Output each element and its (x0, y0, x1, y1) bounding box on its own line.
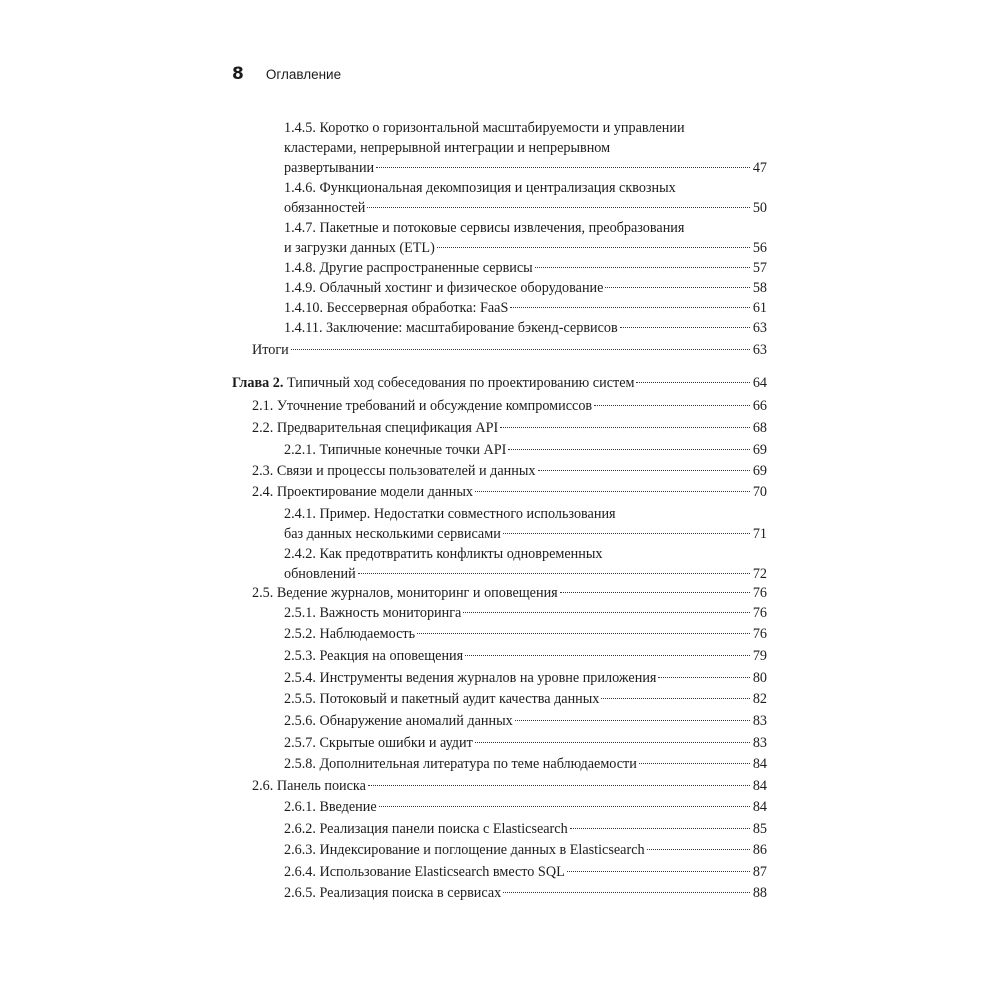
toc-entry-title-text: Типичный ход собеседования по проектированию систем (283, 375, 635, 391)
toc-entry-title-text: обязанностей (284, 200, 366, 216)
toc-entry-title (252, 340, 289, 360)
toc-entry-title (284, 754, 637, 774)
toc-entry-title-text: 2.5.4. Инструменты ведения журналов на уровне приложения (284, 670, 657, 686)
toc-entry-row (284, 711, 767, 731)
toc-entry-title-text: 2.6.5. Реализация поиска в сервисах (284, 885, 502, 901)
toc-entry (284, 733, 767, 753)
toc-entry (252, 583, 767, 603)
toc-entry-row (252, 461, 767, 481)
toc-page-number: 56 (752, 240, 767, 256)
toc-entry-title-text: 2.5.6. Обнаружение аномалий данных (284, 713, 513, 729)
toc-page-number: 79 (752, 648, 767, 664)
toc-entry-title (252, 482, 473, 502)
toc-entry-title (284, 198, 365, 218)
toc-entry (284, 711, 767, 731)
toc-page-number: 84 (752, 799, 767, 815)
toc-entry-row (284, 668, 767, 688)
toc-page-number: 84 (752, 756, 767, 772)
toc-entry-row (284, 733, 767, 753)
toc-entry (284, 819, 767, 839)
toc-entry-row (284, 298, 767, 318)
toc-page-number: 83 (752, 735, 767, 751)
toc-entry (284, 298, 767, 318)
toc-entry (252, 482, 767, 502)
toc-entry (252, 418, 767, 438)
toc-page-number: 85 (752, 821, 767, 837)
dot-leader (570, 828, 750, 829)
toc-entry-row (284, 883, 767, 903)
toc-entry (284, 689, 767, 709)
toc-page-number: 76 (752, 626, 767, 642)
toc-entry-row (284, 862, 767, 882)
toc-entry-title (284, 819, 568, 839)
toc-entry-title (284, 158, 374, 178)
toc-entry-row (284, 238, 767, 258)
dot-leader (601, 698, 749, 699)
toc-entry-title-line: кластерами, непрерывной интеграции и непрерывном (284, 140, 611, 156)
toc-entry-row (284, 198, 767, 218)
toc-entry (284, 862, 767, 882)
toc-entry-title (284, 318, 618, 338)
toc-entry-row (284, 797, 767, 817)
toc-entry-title (252, 418, 498, 438)
running-head-title: Оглавление (265, 67, 342, 82)
toc-entry-title-text: 1.4.9. Облачный хостинг и физическое оборудование (284, 280, 604, 296)
toc-entry-row (284, 754, 767, 774)
toc-entry-title (284, 238, 435, 258)
dot-leader (503, 892, 750, 893)
toc-entry (252, 396, 767, 416)
dot-leader (437, 247, 750, 248)
toc-entry (284, 118, 767, 178)
toc-entry-title-text: 1.4.11. Заключение: масштабирование бэкенд-сервисов (284, 320, 618, 336)
dot-leader (538, 470, 750, 471)
toc-entry (284, 624, 767, 644)
toc-entry-row (252, 340, 767, 360)
toc-entry (284, 440, 767, 460)
dot-leader (500, 427, 750, 428)
toc-page-number: 64 (752, 375, 767, 391)
toc-page-number: 68 (752, 420, 767, 436)
toc-entry-title-text: 2.2.1. Типичные конечные точки API (284, 442, 507, 458)
toc-entry-row (284, 440, 767, 460)
page-number: 8 (232, 64, 244, 84)
dot-leader (367, 207, 749, 208)
toc-entry-title (284, 624, 415, 644)
toc-page-number: 76 (752, 605, 767, 621)
toc-entry-row (252, 583, 767, 603)
toc-page-number: 82 (752, 691, 767, 707)
toc-entry-row (252, 482, 767, 502)
toc-page-number: 50 (752, 200, 767, 216)
toc-entry-title (284, 646, 463, 666)
toc-entry-row (284, 564, 767, 584)
toc-page-number: 86 (752, 842, 767, 858)
toc-entry-title (284, 840, 645, 860)
toc-entry-title-text: 2.4. Проектирование модели данных (252, 484, 473, 500)
toc-entry-title (284, 797, 377, 817)
toc-entry-title-text: 2.5.3. Реакция на оповещения (284, 648, 464, 664)
toc-entry-row (284, 689, 767, 709)
toc-entry-title (284, 258, 533, 278)
toc-entry (252, 461, 767, 481)
toc-entry-row (284, 624, 767, 644)
toc-entry (284, 504, 767, 544)
toc-entry (284, 646, 767, 666)
toc-entry-row (284, 603, 767, 623)
toc-entry-title (284, 689, 599, 709)
dot-leader (508, 449, 749, 450)
toc-page-number: 58 (752, 280, 767, 296)
toc-entry-title-line: 1.4.6. Функциональная декомпозиция и централизация сквозных (284, 180, 676, 196)
dot-leader (647, 849, 750, 850)
toc-entry-title (252, 583, 558, 603)
toc-entry-title-text: 1.4.8. Другие распространенные сервисы (284, 260, 533, 276)
toc-entry (284, 754, 767, 774)
toc-entry-row (252, 418, 767, 438)
toc-entry-row (284, 840, 767, 860)
dot-leader (515, 720, 750, 721)
dot-leader (291, 349, 750, 350)
dot-leader (658, 677, 749, 678)
toc-entry-title-text: и загрузки данных (ETL) (284, 240, 435, 256)
toc-entry-row (284, 278, 767, 298)
toc-entry (284, 258, 767, 278)
toc-entry (284, 218, 767, 258)
toc-entry (232, 373, 767, 393)
toc-entry-title (284, 564, 356, 584)
toc-page-number: 63 (752, 342, 767, 358)
toc-entry-title (284, 524, 501, 544)
dot-leader (475, 742, 750, 743)
toc-entry-title-text: 2.3. Связи и процессы пользователей и данных (252, 463, 536, 479)
toc-entry-title (284, 603, 461, 623)
toc-entry-title-text: развертывании (284, 160, 375, 176)
toc-entry-title-text: 1.4.10. Бессерверная обработка: FaaS (284, 300, 509, 316)
toc-entry-title-text: 2.6.1. Введение (284, 799, 377, 815)
toc-entry (284, 278, 767, 298)
dot-leader (358, 573, 750, 574)
toc-entry-title-text: 2.5.1. Важность мониторинга (284, 605, 462, 621)
dot-leader (535, 267, 750, 268)
toc-entry-title-text: 2.5.8. Дополнительная литература по теме наблюдаемости (284, 756, 637, 772)
dot-leader (463, 612, 749, 613)
toc-entry (284, 603, 767, 623)
toc-page-number: 83 (752, 713, 767, 729)
toc-page-number: 76 (752, 585, 767, 601)
toc-entry (284, 544, 767, 584)
toc-entry-row (252, 776, 767, 796)
dot-leader (376, 167, 750, 168)
toc-entry-title (284, 278, 603, 298)
toc-entry-row (284, 819, 767, 839)
dot-leader (567, 871, 750, 872)
toc-entry (284, 797, 767, 817)
toc-entry-row (284, 318, 767, 338)
toc-page-number: 69 (752, 442, 767, 458)
dot-leader (636, 382, 749, 383)
toc-entry-title-text: 2.1. Уточнение требований и обсуждение компромиссов (252, 398, 593, 414)
toc-entry (284, 178, 767, 218)
toc-page-number: 47 (752, 160, 767, 176)
dot-leader (620, 327, 750, 328)
dot-leader (510, 307, 749, 308)
toc-entry-title (284, 440, 506, 460)
toc-entry-title-text: 2.6.3. Индексирование и поглощение данных в Elasticsearch (284, 842, 645, 858)
toc-entry (284, 883, 767, 903)
toc-entry-title-line: 2.4.2. Как предотвратить конфликты одновременных (284, 546, 603, 562)
toc-entry-title-text: 2.5.5. Потоковый и пакетный аудит качества данных (284, 691, 600, 707)
dot-leader (368, 785, 750, 786)
toc-entry-title-line: 1.4.5. Коротко о горизонтальной масштабируемости и управлении (284, 120, 685, 136)
toc-entry-title-line: 1.4.7. Пакетные и потоковые сервисы извлечения, преобразования (284, 220, 685, 236)
toc-page-number: 84 (752, 778, 767, 794)
toc-entry-title-line: 2.4.1. Пример. Недостатки совместного использования (284, 506, 616, 522)
toc-entry-title (284, 298, 508, 318)
chapter-label: Глава 2. (232, 375, 284, 391)
toc-page-number: 71 (752, 526, 767, 542)
toc-page-number: 72 (752, 566, 767, 582)
toc-entry-title (252, 776, 366, 796)
dot-leader (503, 533, 750, 534)
toc-entry-title-text: баз данных несколькими сервисами (284, 526, 501, 542)
toc-entry-row (232, 373, 767, 393)
dot-leader (475, 491, 750, 492)
toc-entry-title-text: обновлений (284, 566, 356, 582)
dot-leader (465, 655, 750, 656)
toc-entry-title (252, 396, 592, 416)
toc-entry-title-text: 2.5.2. Наблюдаемость (284, 626, 416, 642)
toc-entry (284, 668, 767, 688)
toc-entry-title (284, 711, 513, 731)
toc-entry-title (232, 373, 634, 393)
toc-entry-title (252, 461, 536, 481)
toc-page-number: 63 (752, 320, 767, 336)
toc-entry-title (284, 733, 473, 753)
toc-page-number: 88 (752, 885, 767, 901)
toc-page-number: 57 (752, 260, 767, 276)
toc-page-number: 80 (752, 670, 767, 686)
dot-leader (639, 763, 750, 764)
toc-entry-title (284, 883, 501, 903)
toc-entry-row (252, 396, 767, 416)
toc-entry-title-text: 2.6. Панель поиска (252, 778, 366, 794)
toc-entry-row (284, 524, 767, 544)
toc-entry-row (284, 258, 767, 278)
dot-leader (605, 287, 749, 288)
toc-entry-title-text: 2.6.4. Использование Elasticsearch вместо SQL (284, 864, 565, 880)
toc-entry-title-text: 2.2. Предварительная спецификация API (252, 420, 499, 436)
dot-leader (379, 806, 750, 807)
toc-page-number: 69 (752, 463, 767, 479)
toc-entry-title-text: 2.6.2. Реализация панели поиска с Elasticsearch (284, 821, 568, 837)
toc-entry (252, 776, 767, 796)
toc-page-number: 61 (752, 300, 767, 316)
toc-entry-title-text: 2.5.7. Скрытые ошибки и аудит (284, 735, 473, 751)
dot-leader (417, 633, 750, 634)
toc-entry-title (284, 862, 565, 882)
toc-entry-row (284, 158, 767, 178)
toc-page-number: 66 (752, 398, 767, 414)
dot-leader (560, 592, 750, 593)
toc-entry (284, 840, 767, 860)
toc-entry (284, 318, 767, 338)
toc-entry-title-text: Итоги (252, 342, 289, 358)
dot-leader (594, 405, 750, 406)
toc-entry-title (284, 668, 656, 688)
toc-entry-row (284, 646, 767, 666)
toc-entry-title-text: 2.5. Ведение журналов, мониторинг и оповещения (252, 585, 558, 601)
toc-entry (252, 340, 767, 360)
toc-page-number: 70 (752, 484, 767, 500)
toc-page-number: 87 (752, 864, 767, 880)
